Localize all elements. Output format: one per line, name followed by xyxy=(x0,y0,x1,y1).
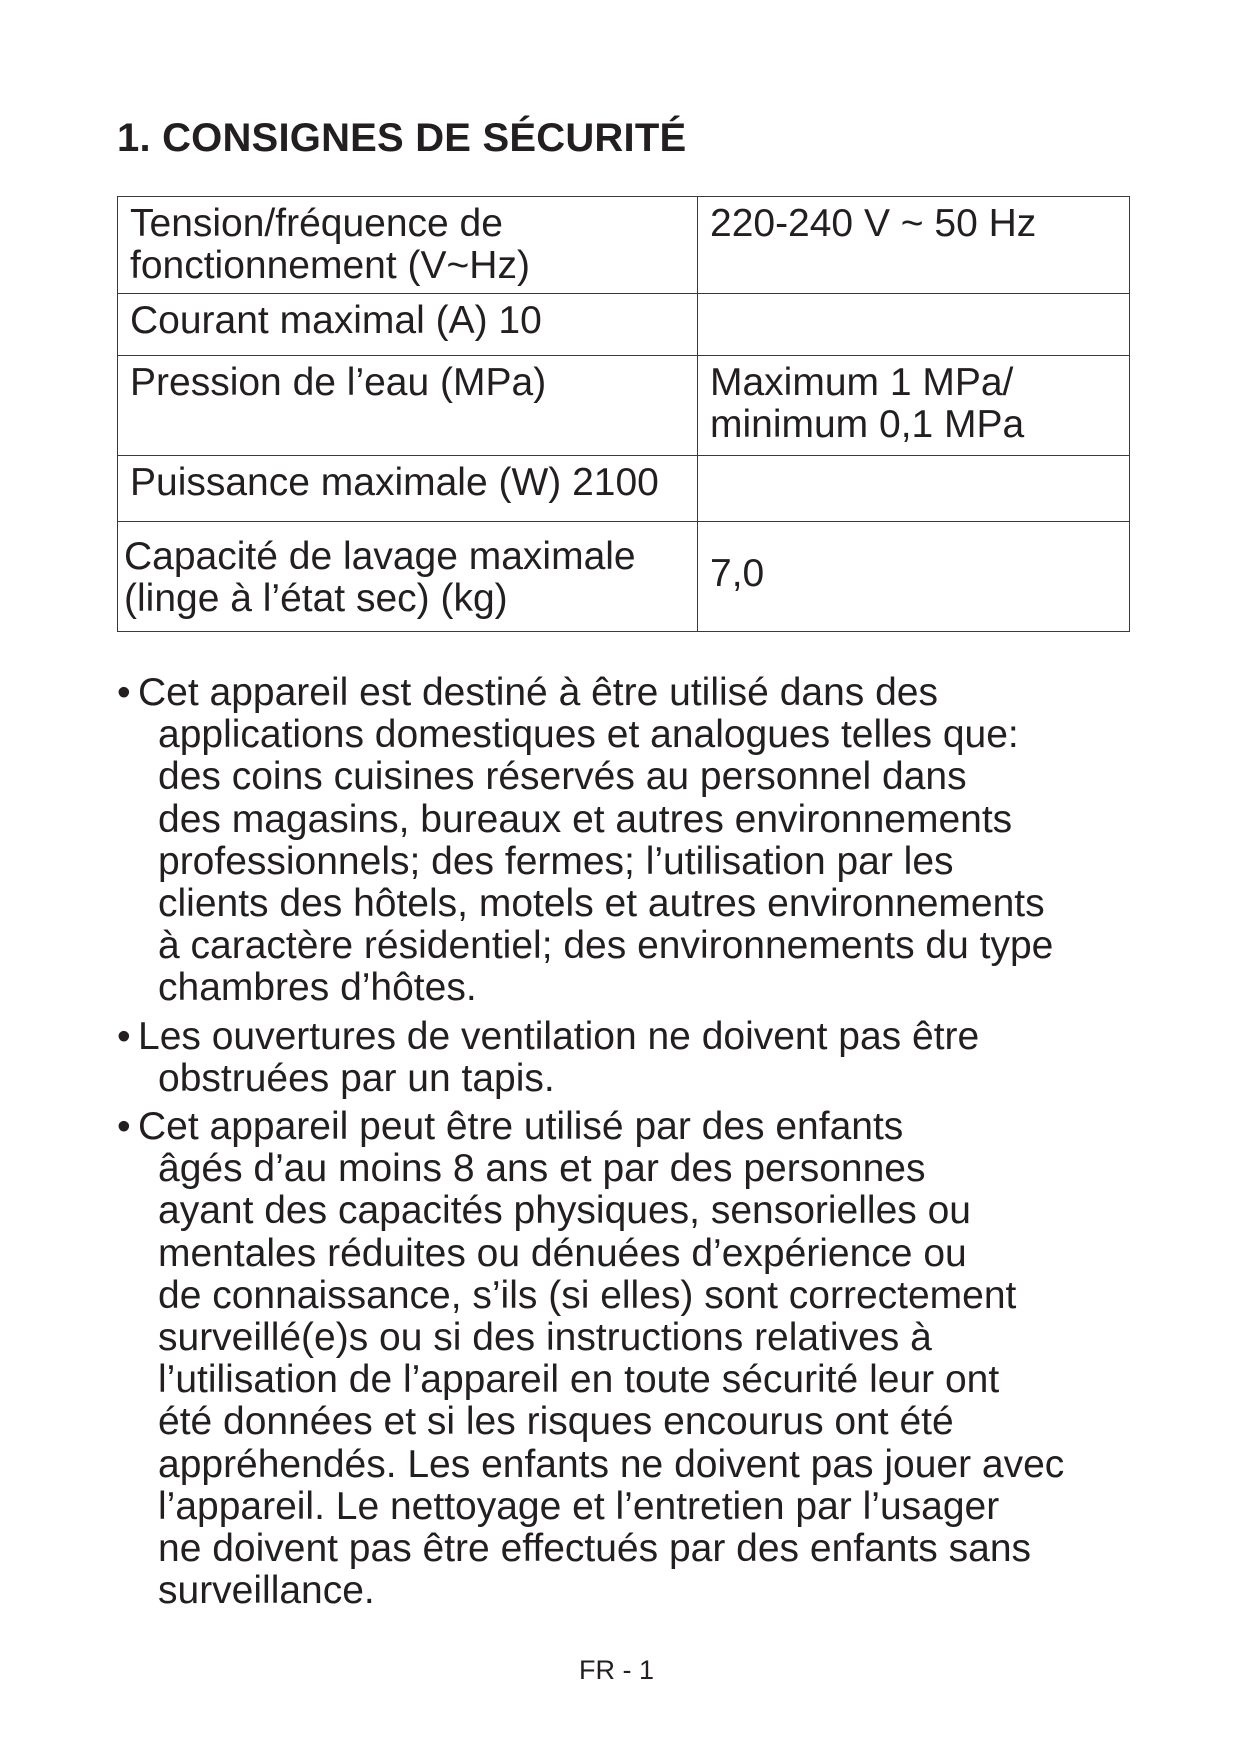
bullet-line: mentales réduites ou dénuées d’expérience ou xyxy=(158,1231,967,1275)
spec-label xyxy=(118,294,698,356)
spec-label-line: Tension/fréquence de xyxy=(130,202,503,245)
bullet-marker: • xyxy=(117,671,131,714)
spec-value-line: 7,0 xyxy=(710,551,765,595)
spec-value xyxy=(698,522,1130,632)
spec-value xyxy=(698,197,1130,294)
bullet-line: ayant des capacités physiques, sensorielles ou xyxy=(158,1189,971,1233)
table-row xyxy=(118,294,1130,356)
bullet-line: âgés d’au moins 8 ans et par des personnes xyxy=(158,1147,926,1191)
bullet-item xyxy=(117,1016,1137,1100)
bullet-line: été données et si les risques encourus ont été xyxy=(158,1400,954,1444)
bullet-line: professionnels; des fermes; l’utilisation par les xyxy=(158,839,954,883)
bullet-line: l’appareil. Le nettoyage et l’entretien par l’usager xyxy=(158,1484,1000,1528)
spec-label-line: fonctionnement (V~Hz) xyxy=(130,244,530,287)
bullet-line: à caractère résidentiel; des environnements du type xyxy=(158,924,1054,968)
spec-label-line: Courant maximal (A) 10 xyxy=(130,299,542,342)
bullet-line: Cet appareil peut être utilisé par des enfants xyxy=(138,1105,904,1149)
safety-bullet-list xyxy=(117,672,1137,1618)
bullet-line: ne doivent pas être effectués par des enfants sans xyxy=(158,1527,1032,1571)
spec-table xyxy=(117,196,1130,632)
spec-label xyxy=(118,356,698,456)
bullet-line: des coins cuisines réservés au personnel dans xyxy=(158,755,967,799)
bullet-item xyxy=(117,672,1137,1010)
bullet-line: clients des hôtels, motels et autres environnements xyxy=(158,882,1045,926)
bullet-line: Les ouvertures de ventilation ne doivent pas être xyxy=(138,1014,980,1058)
spec-value xyxy=(698,294,1130,356)
spec-value-line: Maximum 1 MPa/ xyxy=(710,361,1014,404)
bullet-line: obstruées par un tapis. xyxy=(158,1056,555,1100)
bullet-line: des magasins, bureaux et autres environnements xyxy=(158,797,1013,841)
bullet-line: surveillance. xyxy=(158,1569,375,1613)
page-number xyxy=(0,1657,1241,1684)
bullet-line: appréhendés. Les enfants ne doivent pas jouer avec xyxy=(158,1442,1065,1486)
page-title: 1. CONSIGNES DE SÉCURITÉ xyxy=(117,116,687,160)
bullet-line: Cet appareil est destiné à être utilisé dans des xyxy=(138,671,938,714)
table-row xyxy=(118,522,1130,632)
spec-label xyxy=(118,197,698,294)
spec-label-line: Capacité de lavage maximale xyxy=(124,535,636,578)
bullet-marker: • xyxy=(117,1105,131,1149)
spec-label-line: Pression de l’eau (MPa) xyxy=(130,361,547,404)
spec-label xyxy=(118,456,698,522)
bullet-line: applications domestiques et analogues telles que: xyxy=(158,713,1019,757)
bullet-item xyxy=(117,1106,1137,1612)
page-number-label: FR - 1 xyxy=(578,1655,654,1685)
bullet-line: chambres d’hôtes. xyxy=(158,966,477,1010)
table-row xyxy=(118,356,1130,456)
bullet-line: de connaissance, s’ils (si elles) sont correctement xyxy=(158,1273,1017,1317)
bullet-marker: • xyxy=(117,1014,131,1058)
bullet-line: surveillé(e)s ou si des instructions relatives à xyxy=(158,1316,932,1360)
spec-label xyxy=(118,522,698,632)
table-row xyxy=(118,456,1130,522)
spec-value xyxy=(698,356,1130,456)
table-row xyxy=(118,197,1130,294)
spec-value xyxy=(698,456,1130,522)
spec-label-line: (linge à l’état sec) (kg) xyxy=(124,577,508,620)
spec-label-line: Puissance maximale (W) 2100 xyxy=(130,461,659,504)
bullet-line: l’utilisation de l’appareil en toute sécurité leur ont xyxy=(158,1358,1000,1402)
spec-value-line: 220-240 V ~ 50 Hz xyxy=(710,202,1037,245)
spec-value-line: minimum 0,1 MPa xyxy=(710,403,1025,446)
